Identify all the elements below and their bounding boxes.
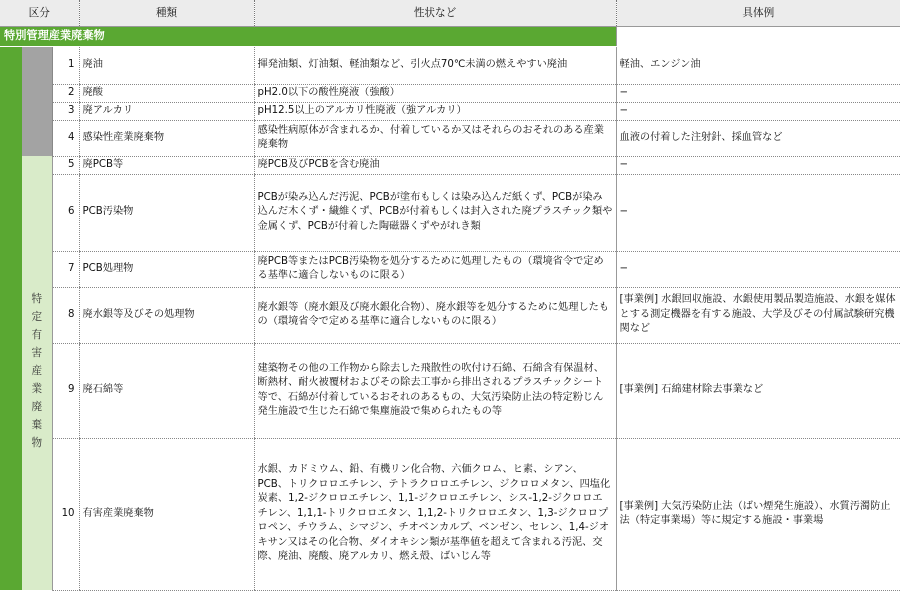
row-example: − <box>616 156 900 174</box>
row-property: 建築物その他の工作物から除去した飛散性の吹付け石綿、石綿含有保温材、断熱材、耐火被覆材およびその除去工事から排出されるプラスチックシート等で、石綿が付着しているおそれのあるもの、大気汚染防止法の特定粉じん発生施設で生じた石綿で集塵施設で集められたもの等 <box>254 343 616 438</box>
table-row <box>0 46 900 84</box>
table-row <box>0 156 900 174</box>
row-example: [事業例] 大気汚染防止法（ばい煙発生施設）、水質汚濁防止法（特定事業場）等に規定する施設・事業場 <box>616 438 900 590</box>
vertical-label-text: 特定有害産業廃棄物 <box>31 293 43 449</box>
table-row <box>0 120 900 156</box>
row-number: 9 <box>52 343 79 438</box>
table-row <box>0 102 900 120</box>
row-example: 血液の付着した注射針、採血管など <box>616 120 900 156</box>
row-example: [事業例] 石綿建材除去事業など <box>616 343 900 438</box>
row-number: 10 <box>52 438 79 590</box>
header-shurui: 種類 <box>79 0 254 26</box>
row-property: 感染性病原体が含まれるか、付着しているか又はそれらのおそれのある産業廃棄物 <box>254 120 616 156</box>
row-property: 廃PCB及びPCBを含む廃油 <box>254 156 616 174</box>
section-band-right <box>616 26 900 46</box>
row-number: 3 <box>52 102 79 120</box>
group-marker-general <box>22 46 52 156</box>
row-number: 6 <box>52 174 79 251</box>
header-gutairei: 具体例 <box>616 0 900 26</box>
row-number: 5 <box>52 156 79 174</box>
category-bar <box>0 46 22 590</box>
table-row <box>0 343 900 438</box>
header-seijo: 性状など <box>254 0 616 26</box>
row-number: 1 <box>52 46 79 84</box>
row-number: 2 <box>52 84 79 102</box>
row-kind: 廃水銀等及びその処理物 <box>79 287 254 343</box>
specific-hazardous-label <box>22 156 52 590</box>
row-kind: PCB汚染物 <box>79 174 254 251</box>
row-kind: 廃油 <box>79 46 254 84</box>
row-kind: 廃アルカリ <box>79 102 254 120</box>
table-row <box>0 251 900 287</box>
row-property: PCBが染み込んだ汚泥、PCBが塗布もしくは染み込んだ紙くず、PCBが染み込んだ木くず・繊維くず、PCBが付着もしくは封入された廃プラスチック類や金属くず、PCBが付着した陶磁器くずやがれき類 <box>254 174 616 251</box>
row-number: 8 <box>52 287 79 343</box>
table-row <box>0 84 900 102</box>
row-property: pH12.5以上のアルカリ性廃液（強アルカリ） <box>254 102 616 120</box>
row-property: 廃水銀等（廃水銀及び廃水銀化合物）、廃水銀等を処分するために処理したもの（環境省令で定める基準に適合しないものに限る） <box>254 287 616 343</box>
row-kind: 廃酸 <box>79 84 254 102</box>
row-number: 7 <box>52 251 79 287</box>
row-kind: 廃石綿等 <box>79 343 254 438</box>
row-kind: 有害産業廃棄物 <box>79 438 254 590</box>
row-example: − <box>616 174 900 251</box>
table-row <box>0 438 900 590</box>
table-row <box>0 174 900 251</box>
section-band <box>0 26 900 46</box>
header-kubun: 区分 <box>0 0 79 26</box>
table-row <box>0 287 900 343</box>
header-row <box>0 0 900 26</box>
section-title: 特別管理産業廃棄物 <box>0 26 616 46</box>
row-example: − <box>616 84 900 102</box>
row-example: [事業例] 水銀回収施設、水銀使用製品製造施設、水銀を媒体とする測定機器を有する施設、大学及びその付属試験研究機関など <box>616 287 900 343</box>
row-example: − <box>616 102 900 120</box>
row-property: 揮発油類、灯油類、軽油類など、引火点70℃未満の燃えやすい廃油 <box>254 46 616 84</box>
row-property: pH2.0以下の酸性廃液（強酸） <box>254 84 616 102</box>
row-kind: PCB処理物 <box>79 251 254 287</box>
row-number: 4 <box>52 120 79 156</box>
row-kind: 感染性産業廃棄物 <box>79 120 254 156</box>
row-kind: 廃PCB等 <box>79 156 254 174</box>
row-example: 軽油、エンジン油 <box>616 46 900 84</box>
row-example: − <box>616 251 900 287</box>
row-property: 水銀、カドミウム、鉛、有機リン化合物、六価クロム、ヒ素、シアン、PCB、トリクロロエチレン、テトラクロロエチレン、ジクロロメタン、四塩化炭素、1,2-ジクロロエチレン、1,1-ジクロロエチレン、シス-1,2-ジクロロエチレン、1,1,1-トリクロロエタン、1,1,2-トリクロロエタン、1,3-ジクロロプロペン、チウラム、シマジン、チオベンカルブ、ベンゼン、セレン、1,4-ジオキサン又はその化合物、ダイオキシン類が基準値を超えて含まれる汚泥、交際、廃油、廃酸、廃アルカリ、燃え殻、ばいじん等 <box>254 438 616 590</box>
row-property: 廃PCB等またはPCB汚染物を処分するために処理したもの（環境省令で定める基準に適合しないものに限る） <box>254 251 616 287</box>
